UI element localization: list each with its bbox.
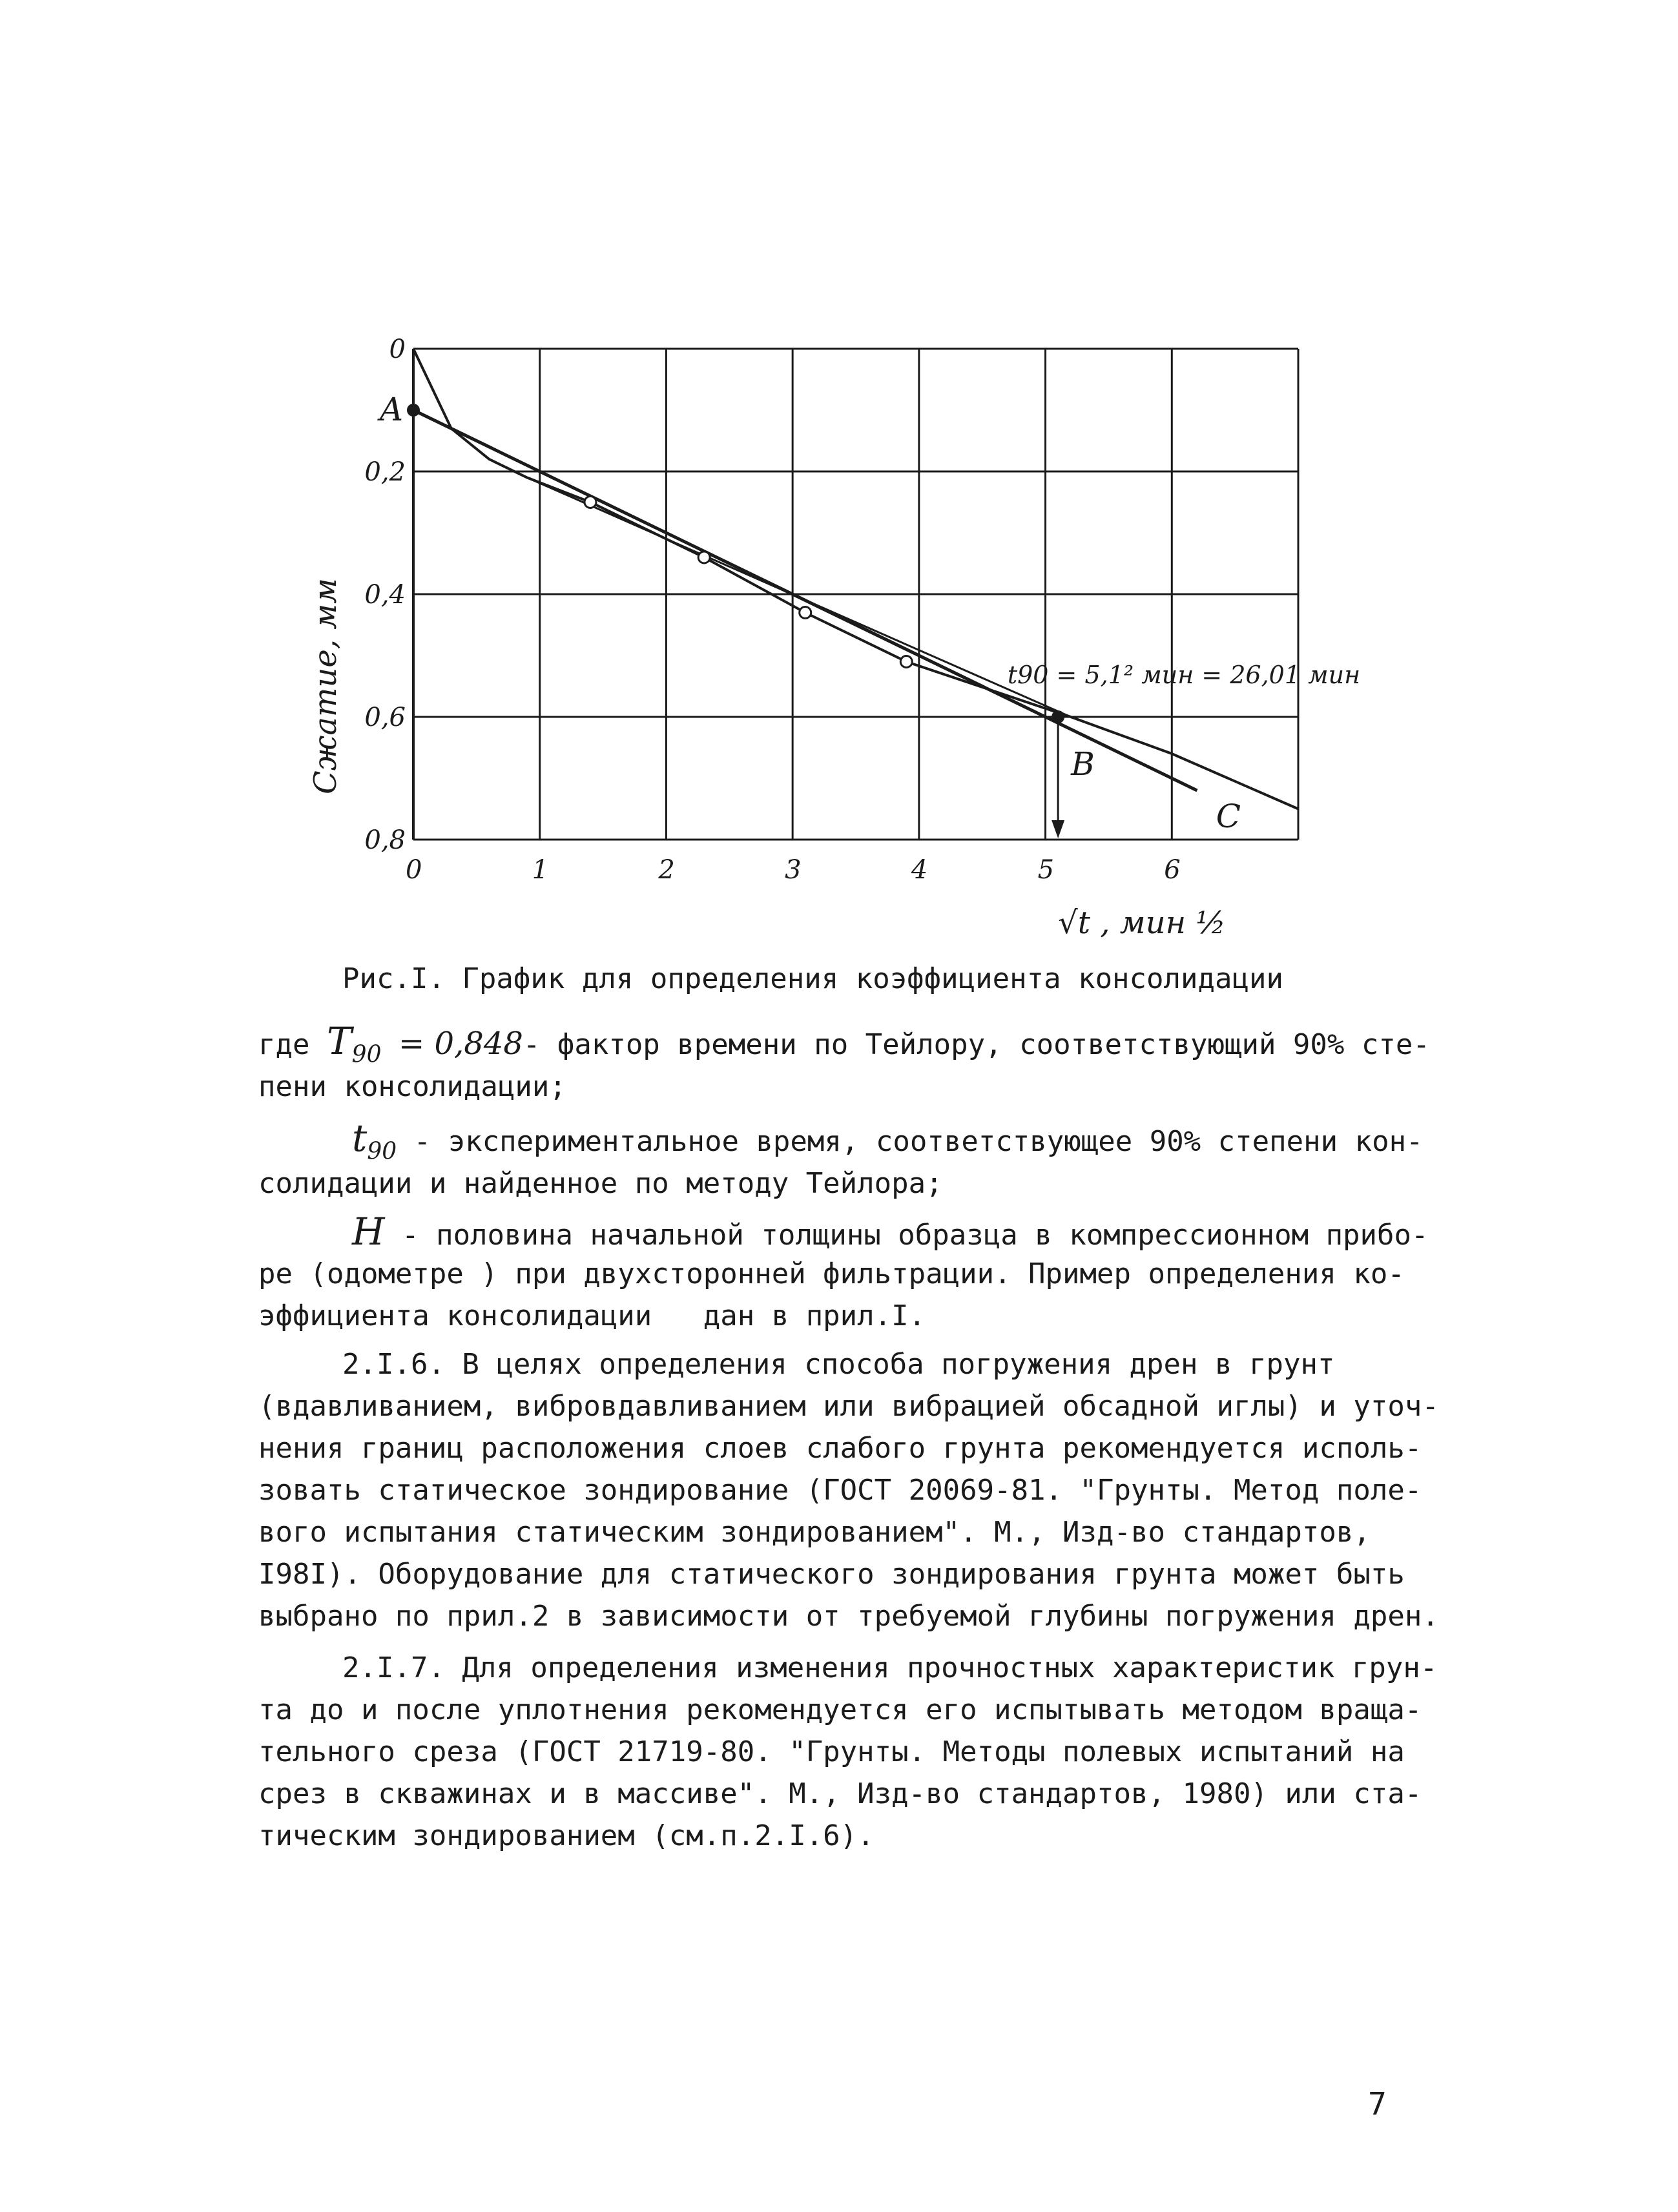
x-tick-label: 3	[785, 855, 802, 885]
t90-desc: - фактор времени по Тейлору, соответствующий 90% сте-	[523, 1028, 1430, 1061]
x-axis-label: √t , мин ½	[1058, 905, 1226, 941]
p217-line: тельного среза (ГОСТ 21719-80. "Грунты. Методы полевых испытаний на	[258, 1735, 1405, 1768]
x-tick-labels	[406, 855, 1181, 885]
consolidation-chart	[307, 323, 1369, 982]
p217-line: та до и после уплотнения рекомендуется его испытывать методом враща-	[258, 1693, 1422, 1726]
tt-symbol-letter: t	[352, 1116, 368, 1160]
data-points	[407, 404, 1064, 723]
t90-annotation: t90 = 5,1² мин = 26,01 мин	[1007, 660, 1361, 689]
p216-line: I98I). Оборудование для статического зондирования грунта может быть	[258, 1558, 1405, 1591]
x-tick-label: 2	[658, 855, 675, 885]
definition-tt-line2: солидации и найденное по методу Тейлора;	[258, 1167, 943, 1200]
p216-line: зовать статическое зондирование (ГОСТ 20069-81. "Грунты. Метод поле-	[258, 1474, 1422, 1507]
tt-desc: - экспериментальное время, соответствующее 90% степени кон-	[413, 1125, 1424, 1158]
p217-line: срез в скважинах и в массиве". М., Изд-во стандартов, 1980) или ста-	[258, 1777, 1422, 1810]
where-word: где	[258, 1028, 310, 1061]
definition-t90-line2: пени консолидации;	[258, 1070, 566, 1103]
p216-line: выбрано по прил.2 в зависимости от требуемой глубины погружения дрен.	[258, 1600, 1439, 1633]
label-c: C	[1216, 798, 1241, 835]
figure-caption: Рис.I. График для определения коэффициента консолидации	[342, 962, 1283, 995]
t90-symbol-sub: 90	[351, 1041, 382, 1068]
data-point	[585, 497, 596, 508]
definition-h-line2: ре (одометре ) при двухсторонней фильтрации. Пример определения ко-	[258, 1257, 1405, 1290]
y-tick-label: 0,4	[364, 580, 406, 610]
page-number: 7	[1368, 2086, 1387, 2122]
series-experimental-curve	[413, 349, 1298, 809]
data-point	[900, 656, 912, 668]
p217-line: тическим зондированием (см.п.2.I.6).	[258, 1819, 875, 1852]
marked-point-a	[407, 404, 420, 417]
y-axis-label: Сжатие, мм	[307, 578, 344, 794]
x-tick-label: 1	[532, 855, 549, 885]
p216-line: вого испытания статическим зондированием". М., Изд-во стандартов,	[258, 1516, 1371, 1549]
arrow-head	[1051, 820, 1064, 838]
label-a: A	[380, 391, 404, 428]
data-point	[698, 552, 710, 563]
data-point	[800, 607, 811, 619]
x-tick-label: 0	[406, 855, 422, 885]
x-tick-label: 4	[911, 855, 928, 885]
label-b: B	[1071, 745, 1095, 783]
tt-symbol-sub: 90	[367, 1138, 397, 1165]
x-tick-label: 5	[1037, 855, 1055, 885]
h-symbol: H	[352, 1210, 385, 1254]
p217-line: 2.I.7. Для определения изменения прочностных характеристик грун-	[342, 1651, 1438, 1684]
y-tick-label: 0,6	[364, 703, 406, 732]
y-tick-label: 0,8	[364, 825, 406, 855]
y-tick-label: 0	[389, 335, 406, 364]
t90-value: = 0,848	[398, 1026, 523, 1062]
tt-symbol	[352, 1116, 397, 1165]
t90-symbol	[326, 1019, 382, 1068]
x-tick-label: 6	[1164, 855, 1181, 885]
h-desc: - половина начальной толщины образца в компрессионном прибо-	[402, 1219, 1429, 1252]
series-line-1-15	[527, 478, 1071, 718]
p216-line: 2.I.6. В целях определения способа погружения дрен в грунт	[342, 1348, 1335, 1381]
t90-symbol-letter: T	[326, 1019, 352, 1063]
definition-h-line3: эффициента консолидации дан в прил.I.	[258, 1299, 926, 1332]
p216-line: нения границ расположения слоев слабого грунта рекомендуется исполь-	[258, 1432, 1422, 1465]
p216-line: (вдавливанием, вибровдавливанием или вибрацией обсадной иглы) и уточ-	[258, 1390, 1439, 1423]
chart-grid	[413, 349, 1298, 840]
definition-h	[352, 1211, 1515, 1256]
y-tick-label: 0,2	[364, 457, 406, 487]
